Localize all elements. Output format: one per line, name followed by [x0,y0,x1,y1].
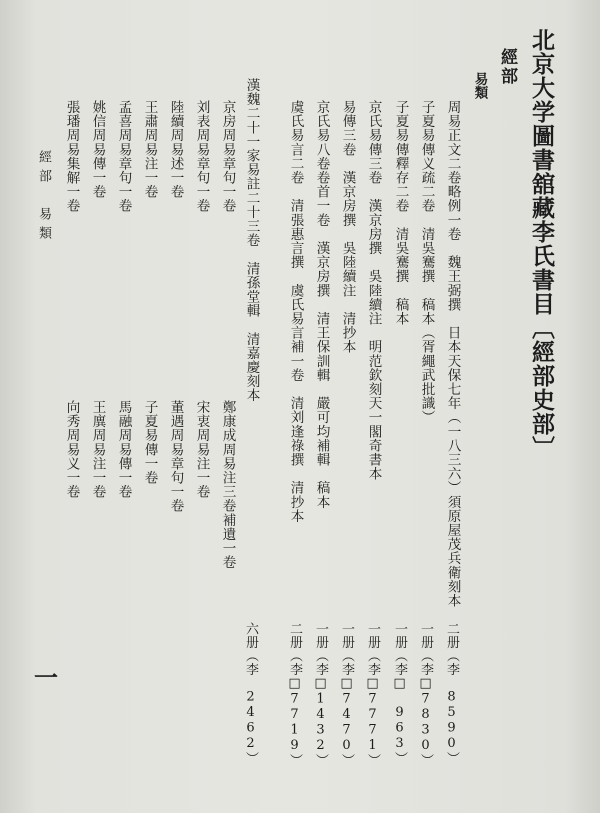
content-item: 刘表周易章句一卷 [193,100,210,213]
content-item: 張璠周易集解一卷 [63,100,80,213]
entry-text: 子夏易傳义疏二卷 清吳騫撰 稿本（胥繩武批識） [418,100,435,425]
content-item: 王肅周易注一卷 [141,100,158,199]
page-number: 一 [34,663,58,692]
content-item: 馬融周易傳一卷 [115,400,132,499]
entry-text: 子夏易傳釋存二卷 清吳騫撰 稿本 [392,100,409,326]
subsection-heading: 易類 [471,72,488,99]
entry-volume: 一册（李□7830） [418,622,433,767]
content-item: 子夏易傳一卷 [141,400,158,485]
entry-volume: 六册（李 2462） [243,622,258,765]
section-heading: 經部 [497,48,517,86]
content-item: 王廙周易注一卷 [89,400,106,499]
content-item: 陸續周易述一卷 [167,100,184,199]
entry-volume: 二册（李□7719） [287,622,302,767]
entry-volume: 一册（李□7771） [365,622,380,767]
entry-volume: 一册（李□1432） [313,622,328,767]
content-item: 鄭康成周易注三卷補遺一卷 [219,400,236,570]
content-item: 孟喜周易章句一卷 [115,100,132,213]
content-item: 董遇周易章句一卷 [167,400,184,513]
running-footer: 經部 易類 [36,150,51,245]
entry-text: 周易正文二卷略例一卷 魏王弼撰 日本天保七年（一八三六）須原屋茂兵衛刻本 [444,100,461,608]
entry-text: 漢魏二十一家易註二十三卷 清孫堂輯 清嘉慶刻本 [243,78,260,403]
entry-text: 京氏易傳三卷 漢京房撰 吳陸續注 明范欽刻天一閣奇書本 [365,100,382,481]
entry-text: 易傳三卷 漢京房撰 吳陸續注 清抄本 [339,100,356,354]
content-item: 宋衷周易注一卷 [193,400,210,499]
content-item: 向秀周易义一卷 [63,400,80,499]
entry-volume: 二册（李 8590） [444,622,459,765]
entry-volume: 一册（李□7470） [339,622,354,767]
content-item: 姚信周易傳一卷 [89,100,106,199]
entry-volume: 一册（李□ 963） [392,622,407,765]
content-item: 京房周易章句一卷 [219,100,236,213]
page-title: 北京大学圖書舘藏李氏書目〔經部史部〕 [528,28,555,460]
entry-text: 京氏易八卷卷首一卷 漢京房撰 清王保訓輯 嚴可均補輯 稿本 [313,100,330,509]
entry-text: 虞氏易言二卷 清張惠言撰 虞氏易言補一卷 清刘逢祿撰 清抄本 [287,100,304,523]
